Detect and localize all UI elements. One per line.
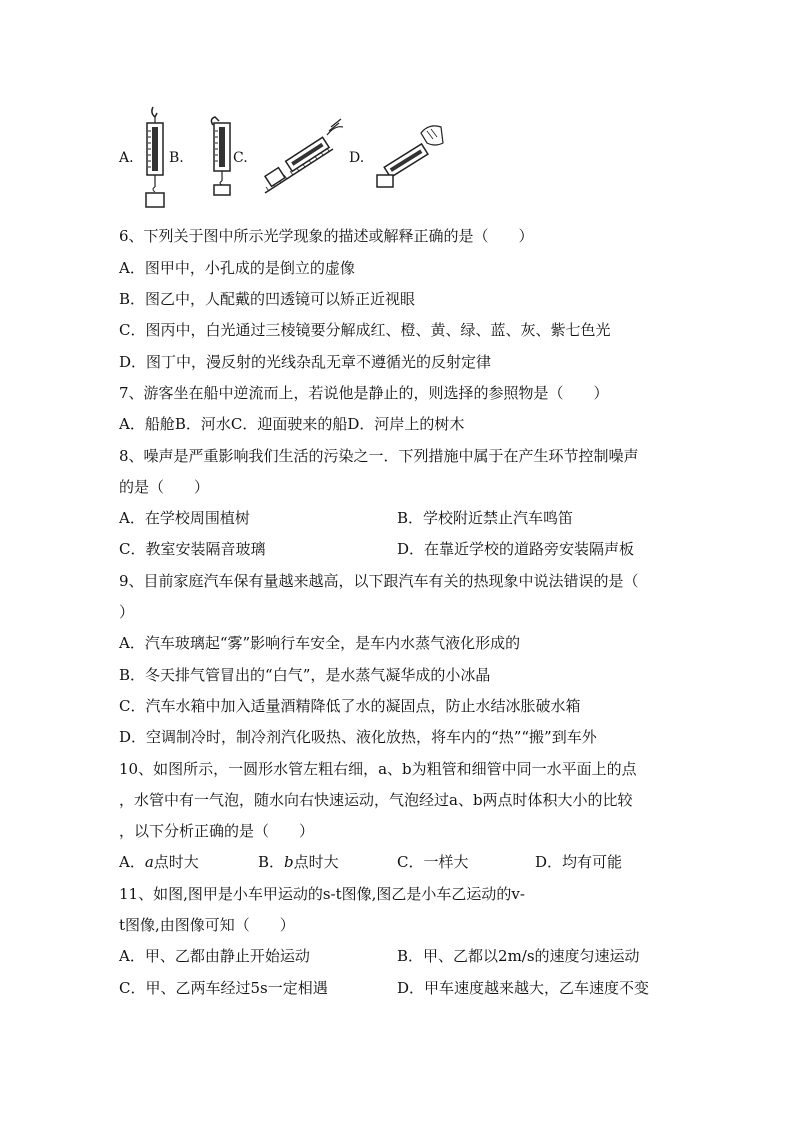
q9-option-b: B．冬天排气管冒出的“白气”，是水蒸气凝华成的小冰晶 [119, 666, 491, 684]
q8-option-d: D．在靠近学校的道路旁安装隔声板 [397, 540, 635, 558]
q11-option-row-2 [119, 978, 650, 998]
spring-scale-hanging-icon [141, 105, 169, 210]
spring-scale-incline-icon [261, 109, 347, 195]
q11-option-row-1 [119, 946, 640, 966]
q10-option-c: C．一样大 [397, 853, 469, 871]
q10-option-a: A．a点时大 [119, 853, 199, 871]
q8-option-c: C．教室安装隔音玻璃 [119, 540, 266, 558]
q6-option-a: A．图甲中，小孔成的是倒立的虚像 [119, 259, 355, 277]
q11-option-c: C．甲、乙两车经过5s一定相遇 [119, 979, 328, 997]
q10-option-row [119, 852, 623, 872]
q11-option-d: D．甲车速度越来越大，乙车速度不变 [397, 979, 650, 997]
q10-option-d: D．均有可能 [535, 853, 623, 871]
q10-stem-line1: 10、如图所示，一圆形水管左粗右细，a、b为粗管和细管中同一水平面上的点 [119, 760, 637, 778]
q7-options: A．船舱B．河水C．迎面驶来的船D．河岸上的树木 [119, 415, 465, 433]
q5-figures [119, 105, 519, 215]
q6-option-b: B．图乙中，人配戴的凹透镜可以矫正近视眼 [119, 290, 416, 308]
q10-option-b: B．b点时大 [258, 853, 339, 871]
q8-option-row-2 [119, 539, 635, 559]
q6-option-d: D．图丁中，漫反射的光线杂乱无章不遵循光的反射定律 [119, 353, 492, 371]
q9-option-d: D．空调制冷时，制冷剂汽化吸热、液化放热，将车内的“热”“搬”到车外 [119, 728, 597, 746]
q8-stem-line1: 8、噪声是严重影响我们生活的污染之一．下列措施中属于在产生环节控制噪声 [119, 447, 639, 465]
q5-option-d-label: D. [349, 150, 365, 166]
q7-stem: 7、游客坐在船中逆流而上，若说他是静止的，则选择的参照物是（ ） [119, 384, 609, 402]
q6-option-c: C．图丙中，白光通过三棱镜要分解成红、橙、黄、绿、蓝、灰、紫七色光 [119, 321, 611, 339]
q5-option-a-label: A. [119, 150, 134, 166]
q8-stem-line2: 的是（ ） [119, 478, 210, 496]
q9-option-c: C．汽车水箱中加入适量酒精降低了水的凝固点，防止水结冰胀破水箱 [119, 697, 581, 715]
q9-option-a: A．汽车玻璃起“雾”影响行车安全，是车内水蒸气液化形成的 [119, 634, 521, 652]
q11-stem-line1: 11、如图,图甲是小车甲运动的s-t图像,图乙是小车乙运动的v- [119, 885, 525, 903]
q5-option-b-label: B. [169, 150, 184, 166]
q9-stem-line2: ） [119, 603, 135, 621]
q6-stem: 6、下列关于图中所示光学现象的描述或解释正确的是（ ） [119, 227, 534, 245]
q9-stem-line1: 9、目前家庭汽车保有量越来越高，以下跟汽车有关的热现象中说法错误的是（ [119, 572, 639, 590]
q8-option-a: A．在学校周围植树 [119, 509, 250, 527]
q5-option-c-label: C. [233, 150, 248, 166]
q8-option-row-1 [119, 508, 574, 528]
q8-option-b: B．学校附近禁止汽车鸣笛 [397, 509, 574, 527]
q11-option-b: B．甲、乙都以2m/s的速度匀速运动 [397, 947, 640, 965]
q11-stem-line2: t图像,由图像可知（ ） [119, 916, 295, 934]
spring-scale-hand-icon [375, 119, 445, 191]
q10-stem-line3: ，以下分析正确的是（ ） [119, 822, 315, 840]
q10-stem-line2: ，水管中有一气泡，随水向右快速运动，气泡经过a、b两点时体积大小的比较 [119, 791, 633, 809]
q11-option-a: A．甲、乙都由静止开始运动 [119, 947, 310, 965]
